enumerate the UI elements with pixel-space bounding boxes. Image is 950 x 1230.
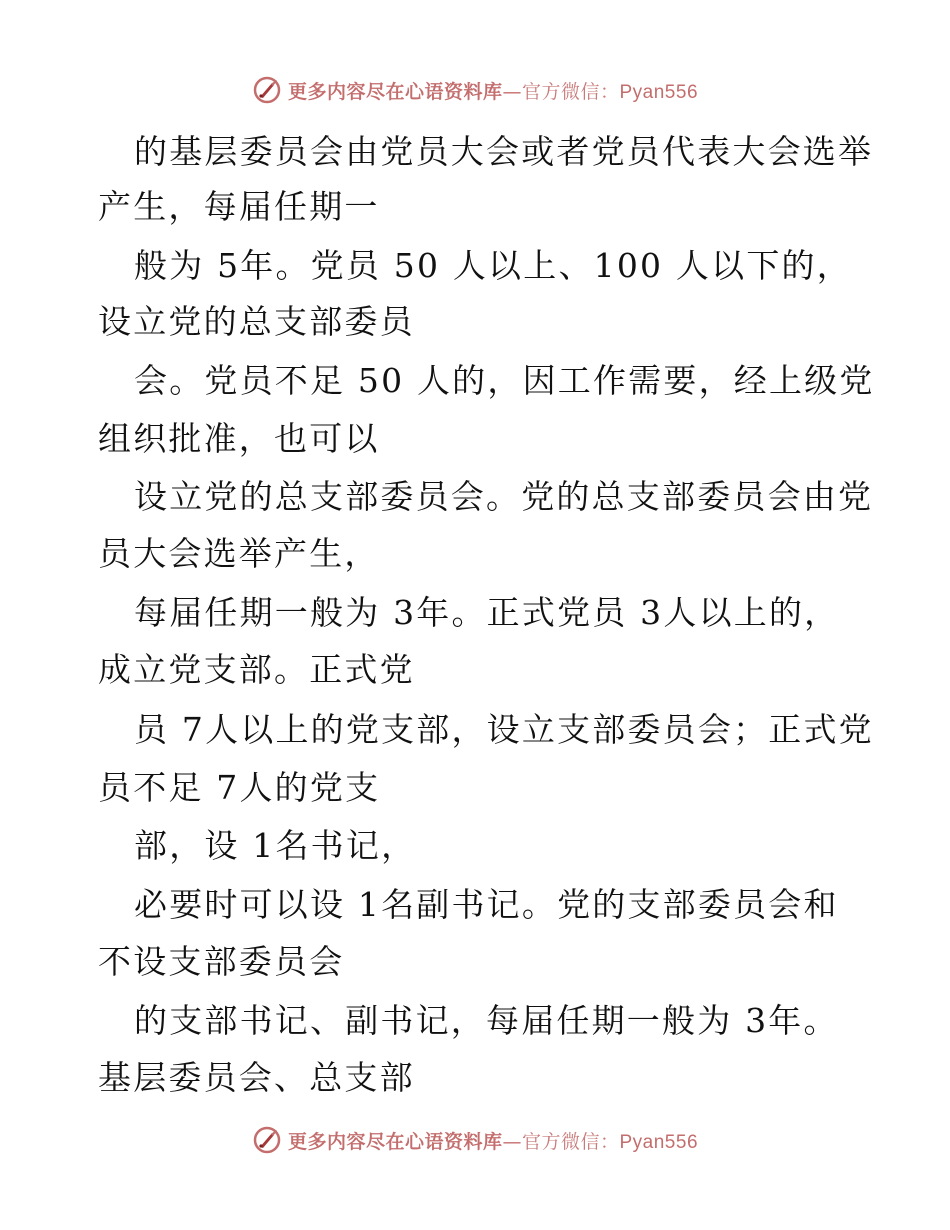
watermark-text xyxy=(288,77,698,104)
text-line: 的支部书记、副书记，每届任期一般为 3年。 xyxy=(134,1001,839,1040)
watermark-wechat-label: 官方微信： xyxy=(521,1130,620,1153)
text-line: 员大会选举产生， xyxy=(98,534,380,573)
watermark-wechat-label: 官方微信： xyxy=(521,80,620,103)
text-line: 部，设 1名书记， xyxy=(134,826,417,865)
text-line: 不设支部委员会 xyxy=(98,942,345,981)
text-line: 基层委员会、总支部 xyxy=(98,1058,415,1097)
watermark-wechat-id: Pyan556 xyxy=(619,1131,699,1153)
page-footer-watermark xyxy=(0,1120,950,1160)
page-header-watermark xyxy=(0,70,950,110)
text-line: 般为 5年。党员 50 人以上、100 人以下的， xyxy=(134,246,852,285)
quill-pen-logo-icon xyxy=(252,1125,282,1155)
text-line: 设立党的总支部委员 xyxy=(98,302,415,341)
text-line: 设立党的总支部委员会。党的总支部委员会由党 xyxy=(134,477,874,516)
text-line: 每届任期一般为 3年。正式党员 3人以上的， xyxy=(134,593,840,632)
watermark xyxy=(252,75,698,105)
quill-pen-logo-icon xyxy=(252,75,282,105)
watermark-dash: — xyxy=(502,80,522,103)
watermark-main-text: 更多内容尽在心语资料库 xyxy=(287,80,503,103)
text-line: 产生，每届任期一 xyxy=(98,187,380,226)
text-line: 的基层委员会由党员大会或者党员代表大会选举 xyxy=(134,132,874,171)
text-line: 会。党员不足 50 人的，因工作需要，经上级党 xyxy=(134,361,875,400)
text-line: 员不足 7人的党支 xyxy=(98,768,381,807)
text-line: 组织批准，也可以 xyxy=(98,419,380,458)
watermark-text xyxy=(288,1127,698,1154)
text-line: 必要时可以设 1名副书记。党的支部委员会和 xyxy=(134,885,839,924)
watermark-wechat-id: Pyan556 xyxy=(619,81,699,103)
text-line: 成立党支部。正式党 xyxy=(98,650,415,689)
watermark-main-text: 更多内容尽在心语资料库 xyxy=(287,1130,503,1153)
watermark xyxy=(252,1125,698,1155)
text-line: 员 7人以上的党支部，设立支部委员会；正式党 xyxy=(134,710,874,749)
watermark-dash: — xyxy=(502,1130,522,1153)
